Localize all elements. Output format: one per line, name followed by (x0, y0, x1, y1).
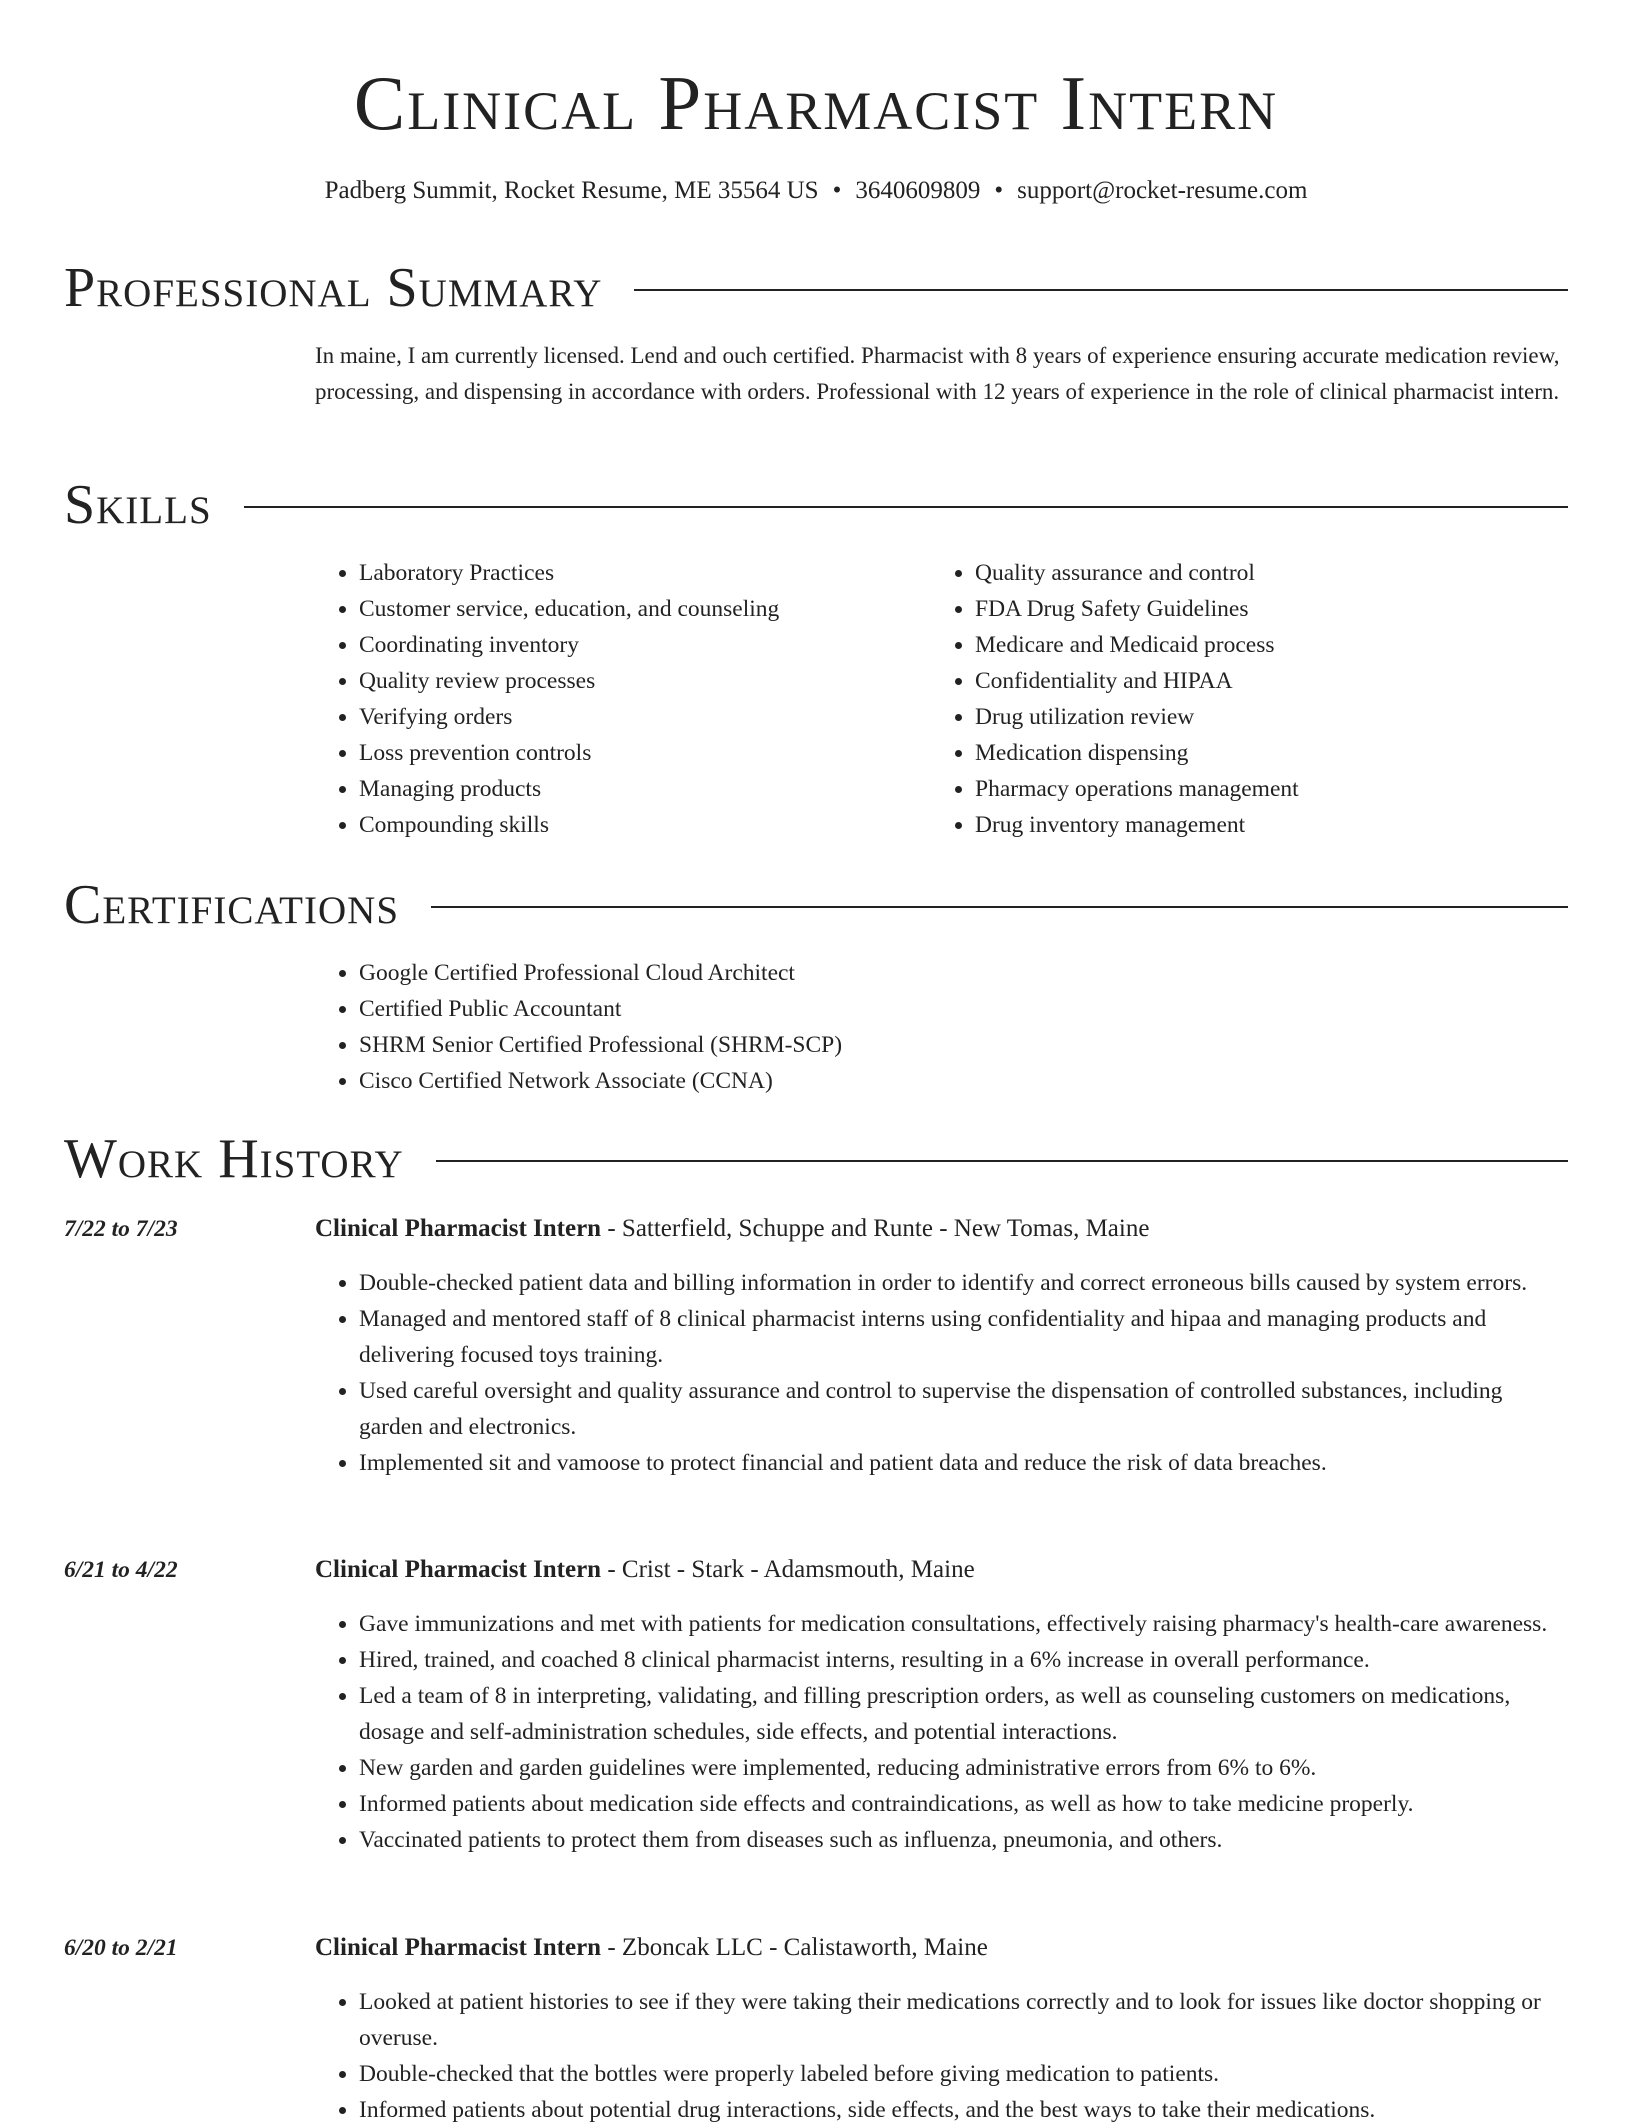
skill-item: • Compounding skills (359, 807, 915, 843)
job-role: Clinical Pharmacist Intern (315, 1556, 602, 1583)
job-bullet-item: • Double-checked that the bottles were properly labeled before giving medication to patients. (359, 2056, 1568, 2092)
summary-heading: Professional Summary (64, 257, 603, 319)
skill-item: • Quality review processes (359, 663, 915, 699)
job-bullets-wrapper (315, 1606, 1568, 1858)
job-bullet-item: • Gave immunizations and met with patients for medication consultations, effectively raising pharmacy's health-care awareness. (359, 1606, 1568, 1642)
job-bullet-item: • Used careful oversight and quality assurance and control to supervise the dispensation of controlled substances, including garden and electronics. (359, 1373, 1568, 1445)
skill-item: • Drug inventory management (975, 807, 1551, 843)
certification-item: • Cisco Certified Network Associate (CCNA) (359, 1063, 1215, 1099)
skill-item: • Quality assurance and control (975, 555, 1551, 591)
skills-section-header (64, 470, 1568, 540)
job-bullets (315, 1984, 1568, 2128)
section-divider (436, 1160, 1568, 1162)
skills-right-list (931, 555, 1551, 843)
section-divider (244, 506, 1568, 508)
skills-heading: Skills (64, 474, 212, 536)
certification-item: • Google Certified Professional Cloud Architect (359, 955, 1215, 991)
job-heading (315, 1211, 1149, 1247)
skills-left-column (315, 555, 915, 843)
certifications-list (315, 955, 1215, 1099)
job-bullet-item: • Vaccinated patients to protect them from diseases such as influenza, pneumonia, and others. (359, 1822, 1568, 1858)
job-bullet-item: • New garden and garden guidelines were implemented, reducing administrative errors from 6% to 6%. (359, 1750, 1568, 1786)
skill-item: • Customer service, education, and counseling (359, 591, 915, 627)
work-history-heading: Work History (64, 1128, 404, 1190)
job-bullet-item: • Looked at patient histories to see if they were taking their medications correctly and to look for issues like doctor shopping or overuse. (359, 1984, 1568, 2056)
skill-item: • Managing products (359, 771, 915, 807)
job-bullets (315, 1265, 1568, 1481)
work-history-section-header (64, 1124, 1568, 1194)
skill-item: • Medicare and Medicaid process (975, 627, 1551, 663)
certifications-list-wrapper (315, 955, 1215, 1099)
certification-item: • SHRM Senior Certified Professional (SHRM-SCP) (359, 1027, 1215, 1063)
certifications-section-header (64, 870, 1568, 940)
contact-address: Padberg Summit, Rocket Resume, ME 35564 US (324, 177, 819, 204)
job-bullets (315, 1606, 1568, 1858)
section-divider (634, 289, 1568, 291)
certification-item: • Certified Public Accountant (359, 991, 1215, 1027)
contact-line (0, 173, 1632, 209)
summary-section-header (64, 253, 1568, 323)
skill-item: • Verifying orders (359, 699, 915, 735)
section-divider (431, 906, 1568, 908)
skill-item: • Pharmacy operations management (975, 771, 1551, 807)
job-employer-location: - Satterfield, Schuppe and Runte - New Tomas, Maine (601, 1215, 1150, 1242)
job-bullet-item: • Hired, trained, and coached 8 clinical pharmacist interns, resulting in a 6% increase in overall performance. (359, 1642, 1568, 1678)
contact-separator: • (994, 177, 1004, 204)
skill-item: • Laboratory Practices (359, 555, 915, 591)
contact-phone: 3640609809 (855, 177, 981, 204)
job-heading (315, 1552, 975, 1588)
summary-text: In maine, I am currently licensed. Lend and ouch certified. Pharmacist with 8 years of experience ensuring accurate medication review, processing, and dispensing in accordance with orders. Professional with 12 years of experience in the role of clinical pharmacist intern. (315, 343, 1560, 404)
job-dates: 6/21 to 4/22 (64, 1557, 178, 1583)
job-employer-location: - Zboncak LLC - Calistaworth, Maine (601, 1934, 988, 1961)
skill-item: • Drug utilization review (975, 699, 1551, 735)
job-employer-location: - Crist - Stark - Adamsmouth, Maine (601, 1556, 975, 1583)
job-bullet-item: • Implemented sit and vamoose to protect financial and patient data and reduce the risk of data breaches. (359, 1445, 1568, 1481)
job-bullet-item: • Double-checked patient data and billing information in order to identify and correct erroneous bills caused by system errors. (359, 1265, 1568, 1301)
job-bullet-item: • Informed patients about medication side effects and contraindications, as well as how to take medicine properly. (359, 1786, 1568, 1822)
job-dates: 6/20 to 2/21 (64, 1935, 178, 1961)
job-role: Clinical Pharmacist Intern (315, 1934, 602, 1961)
skills-right-column (931, 555, 1551, 843)
job-bullets-wrapper (315, 1265, 1568, 1481)
skill-item: • Confidentiality and HIPAA (975, 663, 1551, 699)
job-dates: 7/22 to 7/23 (64, 1216, 178, 1242)
job-heading (315, 1930, 988, 1966)
job-bullet-item: • Informed patients about potential drug interactions, side effects, and the best ways to take their medications. (359, 2092, 1568, 2128)
skills-left-list (315, 555, 915, 843)
job-role: Clinical Pharmacist Intern (315, 1215, 602, 1242)
skill-item: • Medication dispensing (975, 735, 1551, 771)
skill-item: • Loss prevention controls (359, 735, 915, 771)
resume-title: Clinical Pharmacist Intern (353, 60, 1279, 146)
contact-email: support@rocket-resume.com (1017, 177, 1308, 204)
job-bullet-item: • Led a team of 8 in interpreting, validating, and filling prescription orders, as well as counseling customers on medications, dosage and self-administration schedules, side effects, and potential interactions. (359, 1678, 1568, 1750)
job-bullets-wrapper (315, 1984, 1568, 2128)
contact-separator: • (832, 177, 842, 204)
job-bullet-item: • Managed and mentored staff of 8 clinical pharmacist interns using confidentiality and hipaa and managing products and delivering focused toys training. (359, 1301, 1568, 1373)
skill-item: • FDA Drug Safety Guidelines (975, 591, 1551, 627)
certifications-heading: Certifications (64, 874, 400, 936)
skill-item: • Coordinating inventory (359, 627, 915, 663)
